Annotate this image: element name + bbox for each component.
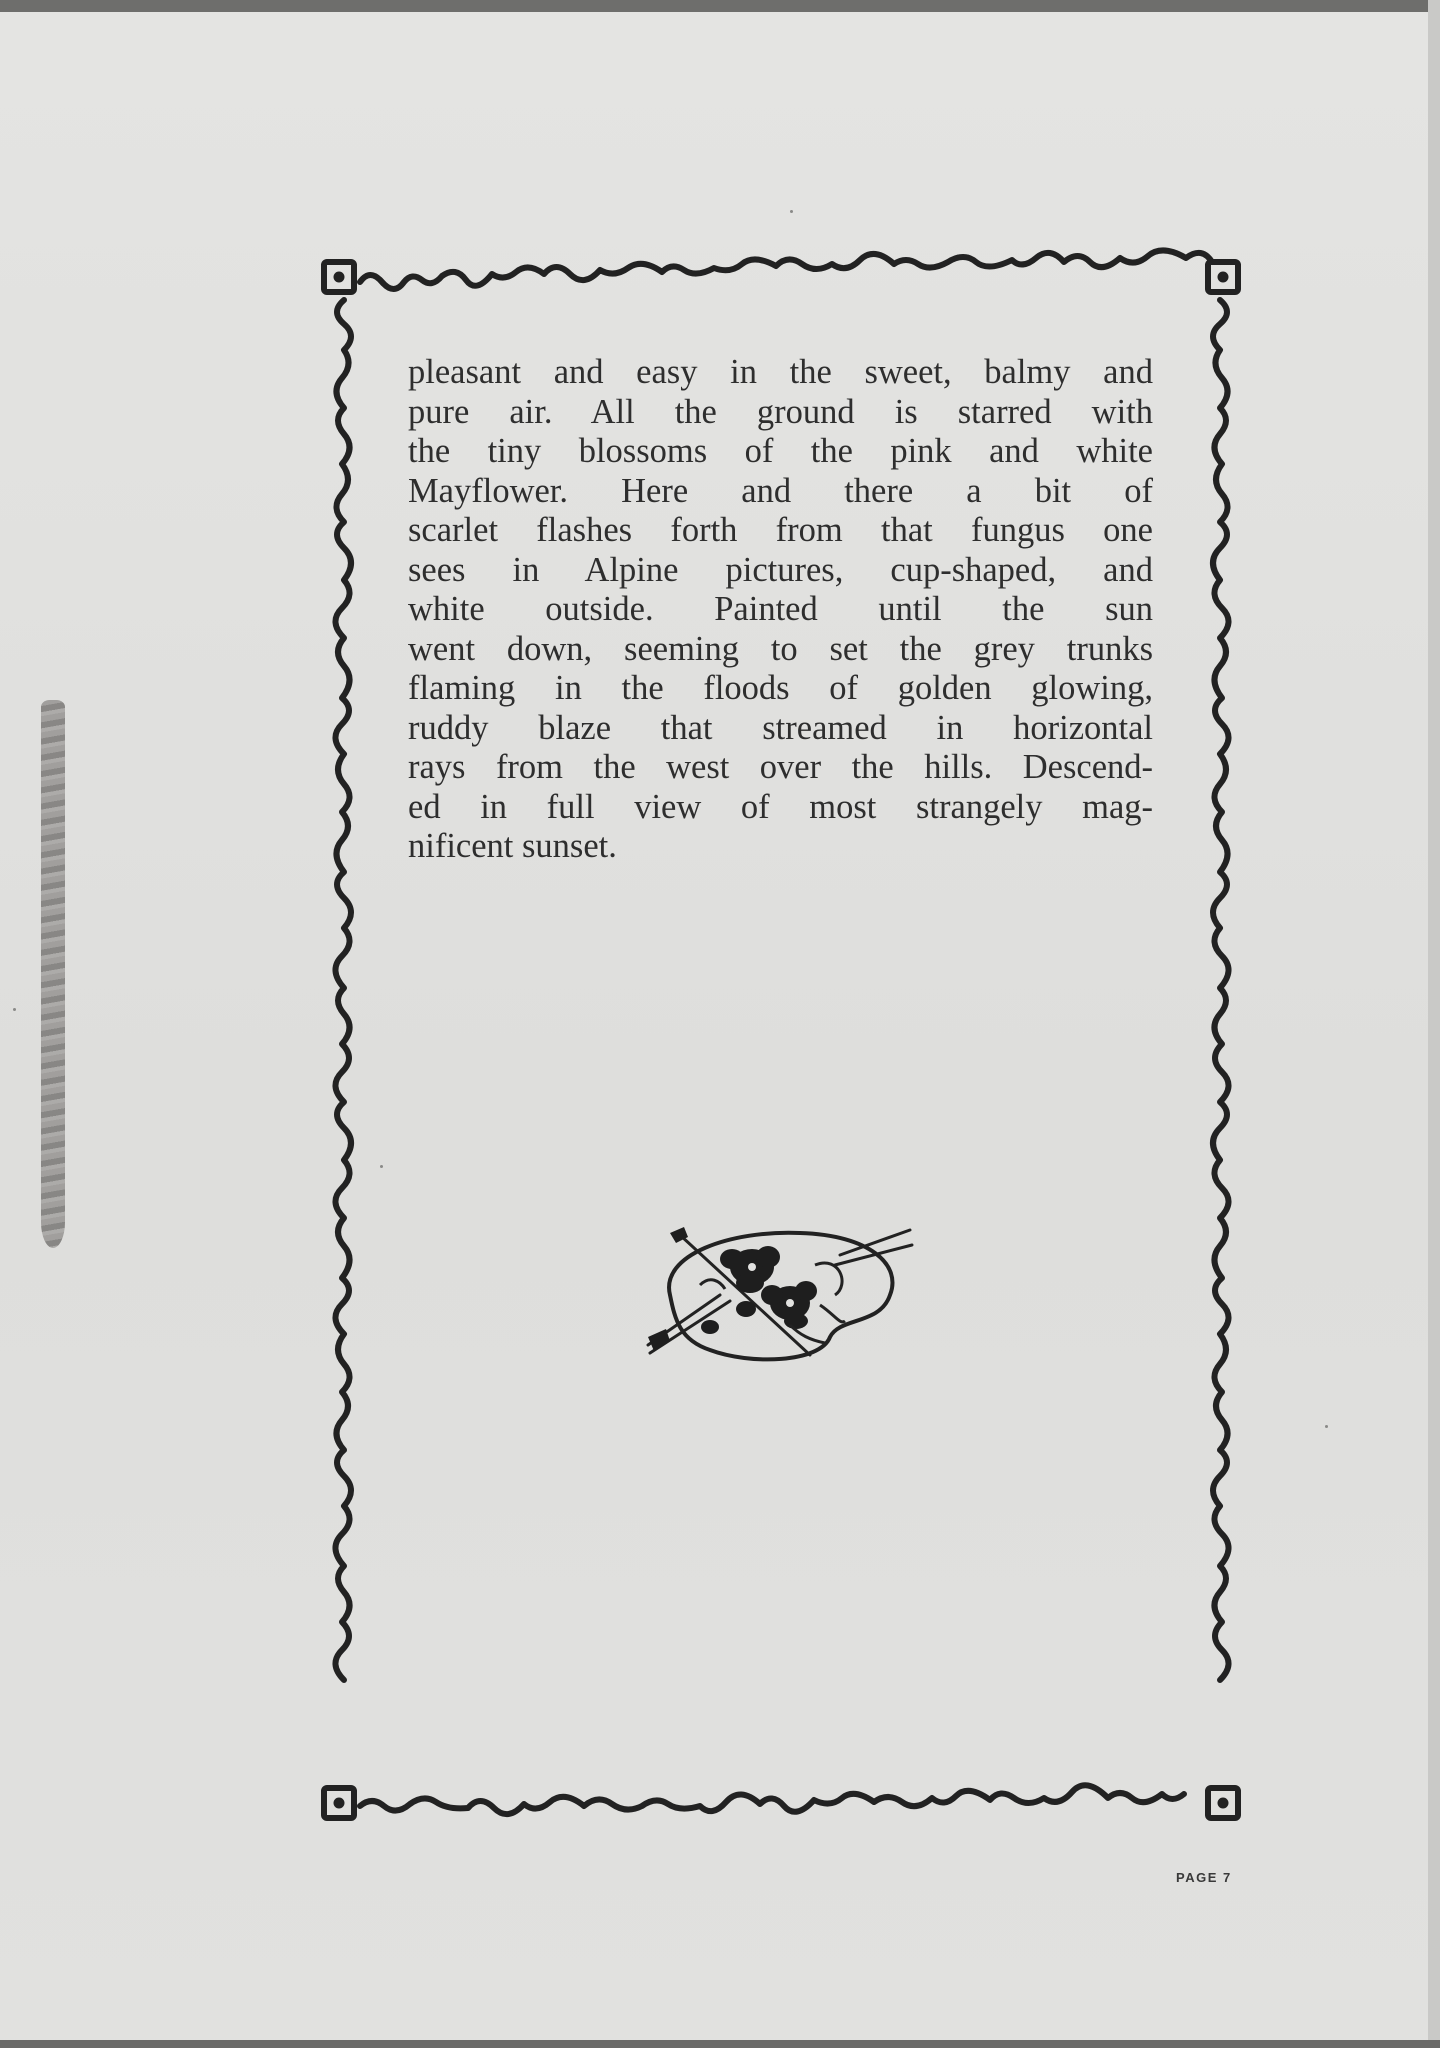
- text-line: pleasant and easy in the sweet, balmy and: [408, 353, 1153, 391]
- text-line: nificent sunset.: [408, 827, 617, 865]
- text-line: scarlet flashes forth from that fungus one: [408, 511, 1153, 549]
- text-line: sees in Alpine pictures, cup-shaped, and: [408, 550, 1153, 589]
- palette-ornament-icon: [640, 1225, 916, 1365]
- corner-ornament-top-left: [324, 262, 354, 292]
- text-line: the tiny blossoms of the pink and white: [408, 432, 1153, 470]
- border-top: [360, 250, 1212, 289]
- text-line: white outside. Painted until the sun: [408, 590, 1153, 628]
- border-bottom: [360, 1785, 1184, 1814]
- border-left: [335, 300, 351, 1680]
- corner-ornament-bottom-right: [1208, 1788, 1238, 1818]
- page-number: PAGE 7: [1176, 1870, 1232, 1885]
- text-line: ruddy blaze that streamed in horizontal: [408, 708, 1153, 747]
- corner-ornament-bottom-left: [324, 1788, 354, 1818]
- body-text: [408, 353, 1153, 867]
- text-line: pure air. All the ground is starred with: [408, 392, 1153, 431]
- border-right: [1213, 300, 1229, 1680]
- text-line: flaming in the floods of golden glowing,: [408, 669, 1153, 707]
- text-line: went down, seeming to set the grey trunks: [408, 629, 1153, 668]
- text-line: ed in full view of most strangely mag-: [408, 787, 1153, 826]
- corner-ornament-top-right: [1208, 262, 1238, 292]
- text-line: rays from the west over the hills. Descend-: [408, 748, 1153, 786]
- text-line: Mayflower. Here and there a bit of: [408, 471, 1153, 510]
